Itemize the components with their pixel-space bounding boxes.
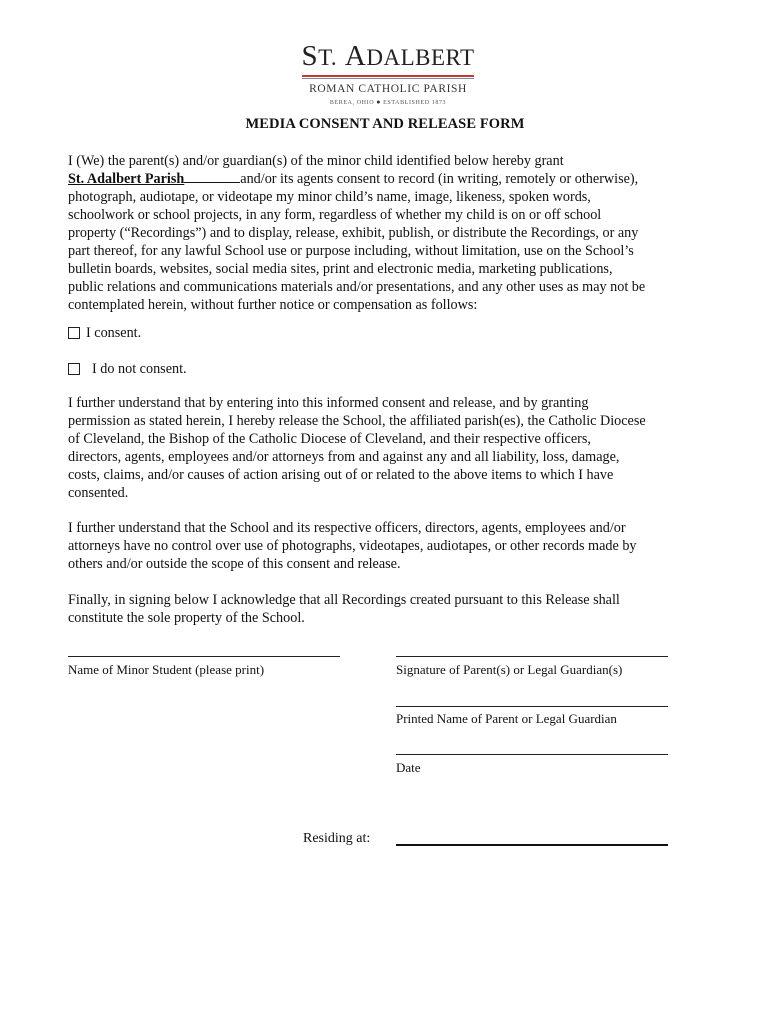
form-title: MEDIA CONSENT AND RELEASE FORM: [245, 116, 525, 132]
paragraph-line: constitute the sole property of the School.: [68, 610, 305, 626]
parish-name: St. Adalbert Parish: [68, 171, 185, 187]
no-consent-label: I do not consent.: [92, 361, 187, 377]
paragraph-line: I further understand that the School and its respective officers, directors, agents, employees and/or: [68, 520, 626, 536]
paragraph-line: others and/or outside the scope of this consent and release.: [68, 556, 401, 572]
logo-blue-rule: [302, 78, 474, 79]
bullet-dot-icon: ●: [376, 98, 382, 106]
logo-letters: T.: [318, 45, 338, 70]
parish-logo: [300, 40, 476, 106]
logo-letters: DALBERT: [366, 45, 475, 70]
paragraph-line: permission as stated herein, I hereby release the School, the affiliated parish(es), the Catholic Diocese: [68, 413, 646, 429]
no-consent-checkbox[interactable]: [68, 363, 80, 375]
final-paragraph: [68, 591, 704, 627]
paragraph-text: and/or its agents consent to record (in writing, remotely or otherwise),: [240, 171, 639, 187]
date-label: Date: [396, 760, 421, 775]
paragraph-line: [68, 170, 704, 188]
guardian-signature-line[interactable]: [396, 656, 668, 657]
residing-at-label: Residing at:: [303, 831, 371, 846]
paragraph-line: photograph, audiotape, or videotape my minor child’s name, image, likeness, spoken words,: [68, 189, 591, 205]
paragraph-line: property (“Recordings”) and to display, release, exhibit, publish, or distribute the Recordings, or any: [68, 225, 639, 241]
printed-name-line[interactable]: [396, 706, 668, 707]
date-line[interactable]: [396, 754, 668, 755]
paragraph-line: attorneys have no control over use of photographs, videotapes, audiotapes, or other records made by: [68, 538, 637, 554]
logo-location: BEREA, OHIO: [329, 100, 375, 106]
paragraph-line: consented.: [68, 485, 129, 501]
minor-name-line[interactable]: [68, 656, 340, 657]
consent-option[interactable]: [68, 324, 141, 342]
consent-checkbox[interactable]: [68, 327, 80, 339]
control-paragraph: [68, 519, 704, 573]
paragraph-line: of Cleveland, the Bishop of the Catholic Diocese of Cleveland, and their respective officers,: [68, 431, 591, 447]
logo-established: ESTABLISHED 1873: [383, 100, 447, 106]
residing-at-line[interactable]: [396, 844, 668, 846]
release-paragraph: [68, 394, 704, 502]
paragraph-line: schoolwork or school projects, in any form, regardless of whether my child is on or off school: [68, 207, 602, 223]
logo-red-rule: [302, 75, 474, 77]
minor-name-label: Name of Minor Student (please print): [68, 662, 265, 677]
paragraph-line: I (We) the parent(s) and/or guardian(s) of the minor child identified below hereby grant: [68, 153, 564, 169]
logo-letter: S: [301, 40, 319, 72]
paragraph-line: costs, claims, and/or causes of action arising out of or related to the above items to which I have: [68, 467, 614, 483]
paragraph-line: Finally, in signing below I acknowledge that all Recordings created pursuant to this Release shall: [68, 592, 620, 608]
paragraph-line: I further understand that by entering into this informed consent and release, and by granting: [68, 395, 589, 411]
intro-paragraph: [68, 152, 704, 314]
logo-subtitle: ROMAN CATHOLIC PARISH: [309, 83, 467, 95]
paragraph-line: public relations and communications materials and/or presentations, and any other uses as may not be: [68, 279, 646, 295]
blank-underline: [184, 170, 240, 183]
no-consent-option[interactable]: [68, 360, 187, 378]
printed-name-label: Printed Name of Parent or Legal Guardian: [396, 711, 617, 726]
paragraph-line: part thereof, for any lawful School use or purpose including, without limitation, use on the School’s: [68, 243, 634, 259]
paragraph-line: directors, agents, employees and/or attorneys from and against any and all liability, loss, damage,: [68, 449, 620, 465]
logo-tagline: [300, 98, 476, 106]
paragraph-line: bulletin boards, websites, social media sites, print and electronic media, marketing publications,: [68, 261, 613, 277]
guardian-signature-label: Signature of Parent(s) or Legal Guardian(s): [396, 662, 623, 677]
logo-letter: A: [344, 40, 367, 72]
logo-title: [300, 40, 476, 74]
consent-label: I consent.: [86, 325, 142, 341]
paragraph-line: contemplated herein, without further notice or compensation as follows:: [68, 297, 478, 313]
